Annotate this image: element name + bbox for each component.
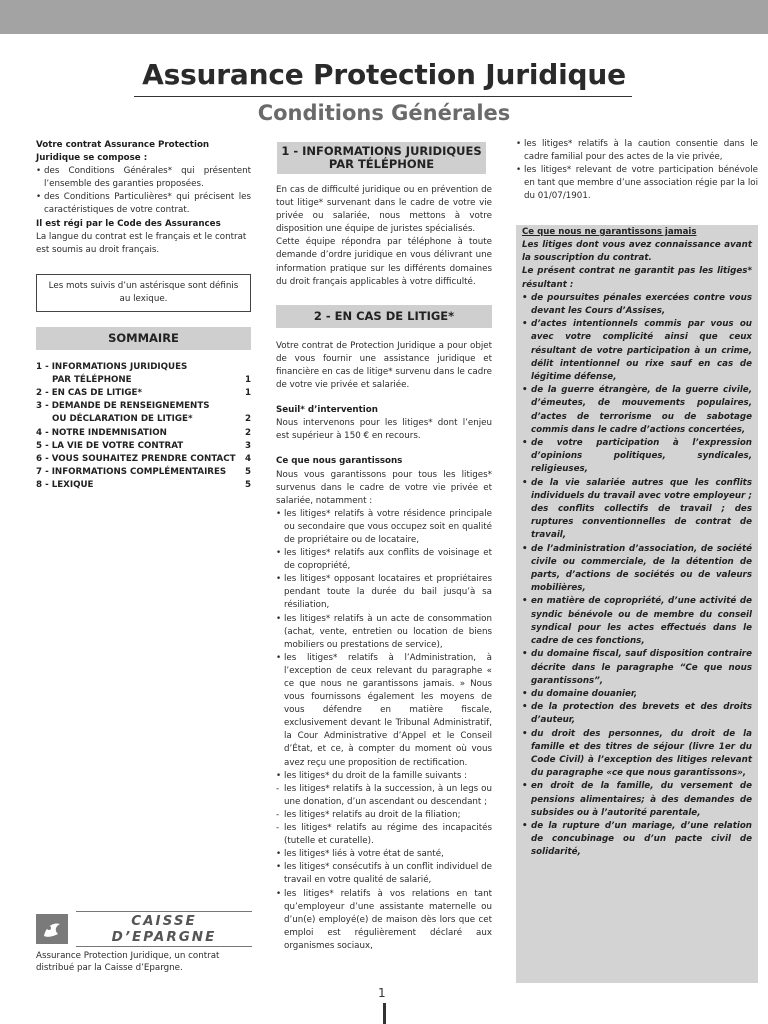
list-item: • de la vie salariée autres que les conflits individuels du travail avec votre employeur ; des conflits collectifs de travail ; des ruptures conventionnelles de contrat de travail, <box>522 477 752 543</box>
section-2-title: 2 - EN CAS DE LITIGE* <box>276 305 492 328</box>
code-text: La langue du contrat est le français et le contrat est soumis au droit français. <box>36 231 247 255</box>
list-item: • du domaine fiscal, sauf disposition contraire décrite dans le paragraphe “Ce que nous garantissons”, <box>522 648 752 688</box>
toc-entry[interactable]: 1 - INFORMATIONS JURIDIQUES <box>36 362 188 373</box>
toc-entry[interactable]: 4 - NOTRE INDEMNISATION 2 <box>36 427 251 438</box>
coverage-list-continued <box>516 138 758 203</box>
list-item: • de l’administration d’association, de société civile ou commerciale, de la détention de parts, d’actions de sociétés ou de valeurs mobilières, <box>522 543 752 596</box>
exclusions-paragraph: Les litiges dont vous avez connaissance avant la souscription du contrat. <box>522 240 752 264</box>
list-item: • de la rupture d’un mariage, d’une relation de concubinage ou d’un pacte civil de solidarité, <box>522 820 752 860</box>
toc-entry[interactable]: PAR TÉLÉPHONE 1 <box>52 375 251 386</box>
page-marker <box>383 1003 386 1024</box>
list-item: - les litiges* relatifs au droit de la filiation; <box>276 809 492 822</box>
caisse-epargne-logo <box>36 914 252 944</box>
distribution-note: Assurance Protection Juridique, un contrat distribué par la Caisse d’Epargne. <box>36 951 220 973</box>
list-item: • les litiges* relatifs à votre résidence principale ou secondaire que vous occupez soit en qualité de propriétaire ou de locataire, <box>276 508 492 547</box>
code-title: Il est régi par le Code des Assurances <box>36 218 221 229</box>
threshold-text: Nous intervenons pour les litiges* dont l’enjeu est supérieur à 150 € en recours. <box>276 418 492 442</box>
toc-entry[interactable]: 8 - LEXIQUE 5 <box>36 479 251 490</box>
list-item: • de votre participation à l’expression d’opinions politiques, syndicales, religieuses, <box>522 437 752 477</box>
top-banner <box>0 0 768 34</box>
family-sublist <box>276 783 492 848</box>
title-divider <box>134 96 632 97</box>
exclusions-list <box>522 292 752 860</box>
list-item: • de poursuites pénales exercées contre vous devant les Cours d’Assises, <box>522 292 752 318</box>
toc-entry[interactable]: 5 - LA VIE DE VOTRE CONTRAT 3 <box>36 440 251 451</box>
page-subtitle: Conditions Générales <box>257 101 511 125</box>
section-1-paragraph: En cas de difficulté juridique ou en prévention de tout litige* survenant dans le cadre de votre vie privée ou salariée, nous mettons à votre disposition une équipe de juristes spécialisés. <box>276 185 492 235</box>
coverage-title: Ce que nous garantissons <box>276 456 403 467</box>
asterisk-note: Les mots suivis d’un astérisque sont définis au lexique. <box>36 274 251 312</box>
list-item: • du droit des personnes, du droit de la famille et des titres de séjour (livre 1er du Code Civil) à l’exception des litiges relevant du paragraphe «ce que nous garantissons», <box>522 728 752 781</box>
section-1-paragraph: Cette équipe répondra par téléphone à toute demande d’ordre juridique en vous délivrant une information pratique sur les différents domaines du droit français applicables à votre difficulté. <box>276 237 492 287</box>
list-item: • de la protection des brevets et des droits d’auteur, <box>522 701 752 727</box>
list-item <box>276 770 492 849</box>
toc-entry[interactable]: OU DÉCLARATION DE LITIGE* 2 <box>52 414 251 425</box>
table-of-contents <box>36 361 251 492</box>
list-item: • les litiges* relatifs à l’Administration, à l’exception de ceux relevant du paragraphe « ce que nous ne garantissons jamais. » Nous vous fournissons également les moyens de vous défendre en matière fiscale, exclusivement devant le Tribunal Administratif, la Cour Administrative d’Appel et le Conseil d’État, et ce, à compter du moment où vous avez reçu une proposition de rectification. <box>276 652 492 770</box>
toc-entry[interactable]: 6 - VOUS SOUHAITEZ PRENDRE CONTACT 4 <box>36 453 251 464</box>
list-item: - les litiges* relatifs à la succession, à un legs ou une donation, d’un ascendant ou descendant ; <box>276 783 492 809</box>
section-1-title: 1 - INFORMATIONS JURIDIQUES PAR TÉLÉPHONE <box>277 142 486 174</box>
list-item: • les litiges* relatifs à un acte de consommation (achat, vente, entretien ou location de biens mobiliers ou prestations de service), <box>276 613 492 652</box>
list-item: • des Conditions Générales* qui présentent l’ensemble des garanties proposées. <box>36 165 251 191</box>
intro-title: Votre contrat Assurance Protection Juridique se compose : <box>36 140 210 164</box>
logo-text: CAISSE D’EPARGNE <box>76 911 252 947</box>
section-2-paragraph: Votre contrat de Protection Juridique a pour objet de vous fournir une assistance juridique et financière en cas de litige* survenu dans le cadre de votre vie privée et salariée. <box>276 340 492 391</box>
list-item: - les litiges* relatifs au régime des incapacités (tutelle et curatelle). <box>276 822 492 848</box>
toc-entry[interactable]: 7 - INFORMATIONS COMPLÉMENTAIRES 5 <box>36 466 251 477</box>
threshold-title: Seuil* d’intervention <box>276 405 378 416</box>
list-item: • des Conditions Particulières* qui précisent les caractéristiques de votre contrat. <box>36 191 251 217</box>
list-item: • d’actes intentionnels commis par vous ou avec votre complicité ainsi que ceux résultant de votre participation à un crime, délit intentionnel ou rixe sauf en cas de légitime défense, <box>522 318 752 384</box>
left-column <box>36 139 251 492</box>
list-item: • les litiges* liés à votre état de santé, <box>276 848 492 861</box>
list-item-text: les litiges* du droit de la famille suivants : <box>284 770 468 781</box>
coverage-text: Nous vous garantissons pour tous les litiges* survenus dans le cadre de votre vie privée et salariée, notamment : <box>276 469 492 506</box>
page-number: 1 <box>378 986 386 1000</box>
list-item: • les litiges* opposant locataires et propriétaires pendant toute la durée du bail jusqu’à sa résiliation, <box>276 573 492 612</box>
toc-entry[interactable]: 3 - DEMANDE DE RENSEIGNEMENTS <box>36 401 210 412</box>
exclusions-paragraph: Le présent contrat ne garantit pas les litiges* résultant : <box>522 266 752 290</box>
right-column <box>516 138 758 203</box>
page-title: Assurance Protection Juridique <box>142 58 626 91</box>
list-item: • les litiges* relatifs aux conflits de voisinage et de copropriété, <box>276 547 492 573</box>
list-item: • les litiges* relatifs à la caution consentie dans le cadre familial pour des actes de la vie privée, <box>516 138 758 164</box>
coverage-list <box>276 508 492 953</box>
exclusions-box <box>516 225 758 983</box>
list-item: • les litiges* relevant de votre participation bénévole en tant que membre d’une association régie par la loi du 01/07/1901. <box>516 164 758 203</box>
toc-title: SOMMAIRE <box>36 327 251 350</box>
toc-entry[interactable]: 2 - EN CAS DE LITIGE* 1 <box>36 388 251 399</box>
list-item: • les litiges* relatifs à vos relations en tant qu’employeur d’une assistante maternelle ou d’un(e) employé(e) de maison dès lors que cet emploi est régulièrement déclaré aux organismes sociaux, <box>276 888 492 953</box>
squirrel-logo-icon <box>36 914 68 944</box>
list-item: • du domaine douanier, <box>522 688 752 701</box>
list-item: • les litiges* consécutifs à un conflit individuel de travail en votre qualité de salarié, <box>276 861 492 887</box>
exclusions-title: Ce que nous ne garantissons jamais <box>522 227 697 237</box>
list-item: • de la guerre étrangère, de la guerre civile, d’émeutes, de mouvements populaires, d’actes de terrorisme ou de sabotage commis dans le cadre d’actions concertées, <box>522 384 752 437</box>
intro-list <box>36 165 251 217</box>
list-item: • en droit de la famille, du versement de pensions alimentaires; à des demandes de subsides ou à l’autorité parentale, <box>522 780 752 820</box>
middle-column <box>276 142 492 953</box>
list-item: • en matière de copropriété, d’une activité de syndic bénévole ou de membre du conseil syndical pour les actes effectués dans le cadre de ces fonctions, <box>522 595 752 648</box>
exclusions-body <box>516 237 758 860</box>
